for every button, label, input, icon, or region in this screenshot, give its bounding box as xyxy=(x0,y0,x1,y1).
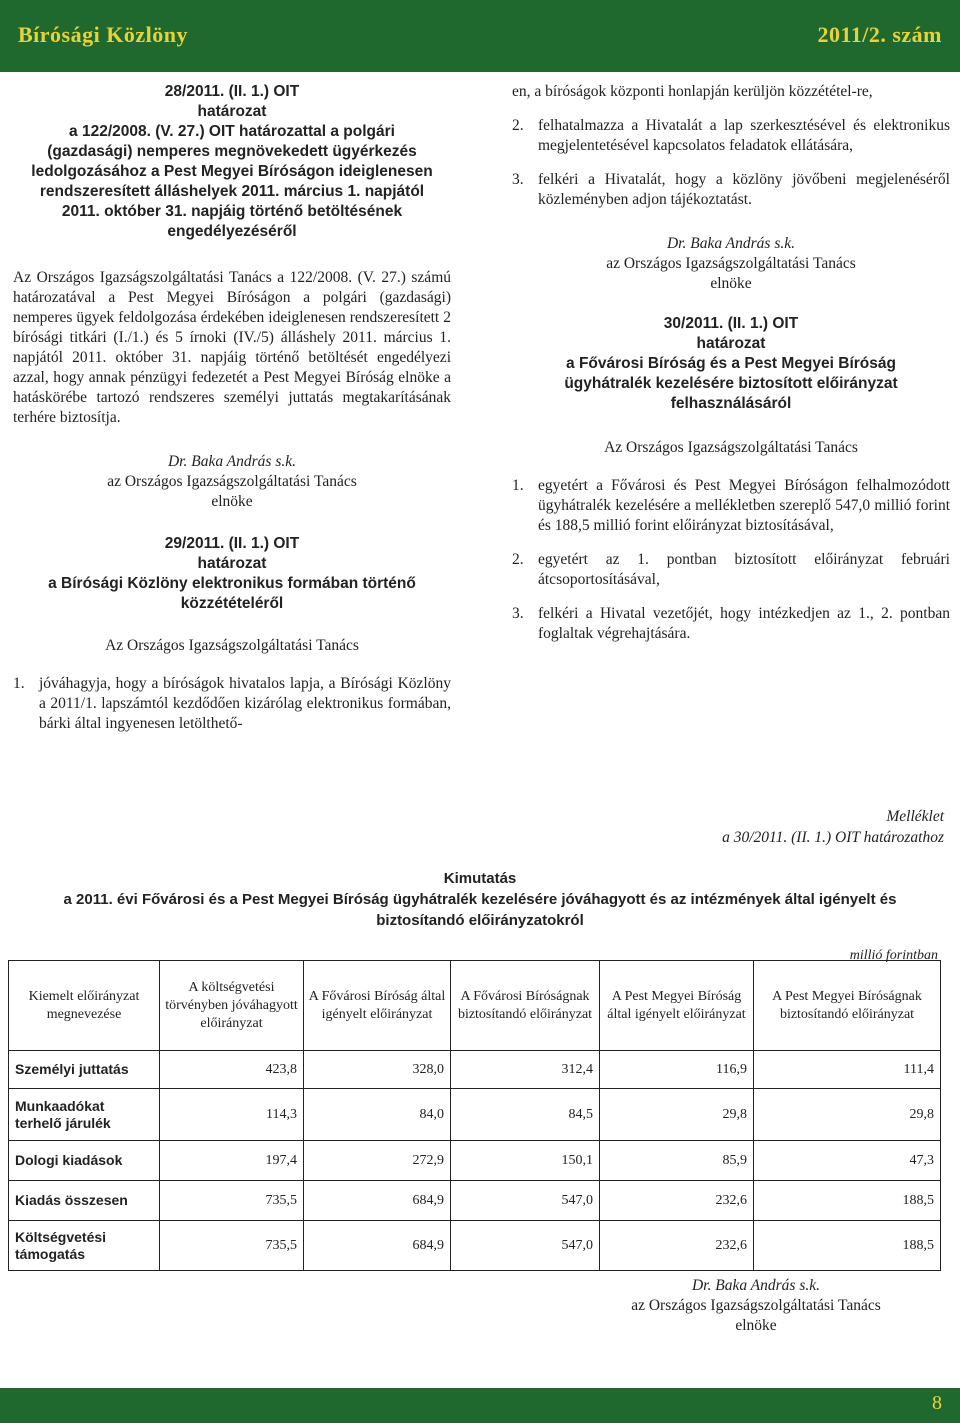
annex-subtitle-1: a 2011. évi Fővárosi és a Pest Megyei Bíróság ügyhátralék kezelésére jóváhagyott és az intézmények által igényelt és xyxy=(63,891,897,908)
resolution-29-title-1: a Bírósági Közlöny elektronikus formában történő xyxy=(48,575,416,592)
table-cell: 232,6 xyxy=(600,1181,754,1221)
table-cell: 150,1 xyxy=(451,1141,600,1181)
signature-role: elnöke xyxy=(735,1317,777,1334)
resolution-30-item-3 xyxy=(512,604,950,644)
item-number: 1. xyxy=(13,675,25,692)
signature-org: az Országos Igazságszolgáltatási Tanács xyxy=(631,1297,881,1314)
resolution-29-org: Az Országos Igazságszolgáltatási Tanács xyxy=(105,637,359,654)
resolution-30-number: 30/2011. (II. 1.) OIT xyxy=(663,315,799,332)
item-number: 3. xyxy=(512,605,524,622)
final-signature xyxy=(586,1276,926,1336)
row-label: Költségvetési támogatás xyxy=(9,1221,160,1271)
signature-role: elnöke xyxy=(710,275,752,292)
table-cell: 684,9 xyxy=(304,1221,451,1271)
signature-name: Dr. Baka András s.k. xyxy=(666,235,796,252)
resolution-28-title-5: 2011. október 31. napjáig történő betöltésének xyxy=(61,203,403,220)
item-text: felhatalmazza a Hivatalát a lap szerkesztésével és elektronikus megjelentetésével kapcsolatos feladatok ellátására, xyxy=(538,117,950,154)
table-cell: 328,0 xyxy=(304,1051,451,1089)
resolution-28-type: határozat xyxy=(197,103,267,120)
row-label: Személyi juttatás xyxy=(9,1051,160,1089)
resolution-30-item-2 xyxy=(512,550,950,590)
resolution-30-org: Az Országos Igazságszolgáltatási Tanács xyxy=(604,439,858,456)
table-cell: 116,9 xyxy=(600,1051,754,1089)
table-row xyxy=(9,1089,941,1141)
annex-title: Kimutatás xyxy=(443,870,517,887)
item-number: 3. xyxy=(512,171,524,188)
resolution-28-title-6: engedélyezéséről xyxy=(167,223,297,240)
signature-org: az Országos Igazságszolgáltatási Tanács xyxy=(606,255,856,272)
header-cell: A költségvetési törvényben jóváhagyott előirányzat xyxy=(160,961,304,1051)
annex-reference xyxy=(722,806,944,848)
item-text: felkéri a Hivatalát, hogy a közlöny jövőbeni megjelenéséről közleményben adjon tájékoztatást. xyxy=(538,171,950,208)
table-cell: 197,4 xyxy=(160,1141,304,1181)
annex-title-block xyxy=(0,868,960,931)
journal-title: Bírósági Közlöny xyxy=(18,22,188,47)
signature-name: Dr. Baka András s.k. xyxy=(691,1277,821,1294)
table-cell: 29,8 xyxy=(754,1089,941,1141)
header-cell: Kiemelt előirányzat megnevezése xyxy=(9,961,160,1051)
annex-subtitle-2: biztosítandó előirányzatokról xyxy=(376,912,584,929)
unit-label: millió forintban xyxy=(849,948,938,963)
table-cell: 735,5 xyxy=(160,1181,304,1221)
table-cell: 111,4 xyxy=(754,1051,941,1089)
table-row xyxy=(9,1051,941,1089)
table-cell: 114,3 xyxy=(160,1089,304,1141)
table-cell: 188,5 xyxy=(754,1181,941,1221)
left-column xyxy=(13,82,451,734)
resolution-28-title-3: ledolgozásához a Pest Megyei Bíróságon ideiglenesen xyxy=(31,163,433,180)
page-footer xyxy=(0,1388,960,1423)
item-text: jóváhagyja, hogy a bíróságok hivatalos lapja, a Bírósági Közlöny a 2011/1. lapszámtól kezdődően kizárólag elektronikus formában, bárki által ingyenesen letölthető- xyxy=(39,675,451,732)
table-cell: 735,5 xyxy=(160,1221,304,1271)
table-cell: 84,0 xyxy=(304,1089,451,1141)
resolution-28-number: 28/2011. (II. 1.) OIT xyxy=(164,83,300,100)
table-cell: 47,3 xyxy=(754,1141,941,1181)
resolution-29-item-1-cont: en, a bíróságok központi honlapján kerüljön közzététel-re, xyxy=(512,83,873,100)
table-cell: 547,0 xyxy=(451,1181,600,1221)
resolution-28-body: Az Országos Igazságszolgáltatási Tanács a 122/2008. (V. 27.) számú határozatával a Pest Megyei Bíróságon a polgári (gazdasági) nemperes ügyek feldolgozása érdekében ideiglenesen rendszeresített 2 bírósági titkári (I./1.) és 5 írnoki (IV./5) álláshely 2011. március 1. napjától 2011. október 31. napjáig történő betöltését engedélyezi azzal, hogy annak pénzügyi fedezetét a Pest Megyei Bíróság elnöke a hatáskörébe tartozó rendszeres személyi juttatás megtakarításának terhére biztosítja. xyxy=(13,269,451,426)
resolution-29-title-2: közzétételéről xyxy=(180,595,284,612)
resolution-30-title-2: ügyhátralék kezelésére biztosított előirányzat xyxy=(564,375,898,392)
row-label: Dologi kiadások xyxy=(9,1141,160,1181)
row-label: Munkaadókat terhelő járulék xyxy=(9,1089,160,1141)
resolution-28-title-1: a 122/2008. (V. 27.) OIT határozattal a polgári xyxy=(69,123,395,140)
resolution-29-number: 29/2011. (II. 1.) OIT xyxy=(164,535,300,552)
item-text: egyetért a Fővárosi és Pest Megyei Bíróságon felhalmozódott ügyhátralék kezelésére a mellékletben szereplő 547,0 millió forint és 188,5 millió forint előirányzat biztosításával, xyxy=(538,477,950,534)
page-header xyxy=(0,0,960,72)
header-cell: A Pest Megyei Bíróság által igényelt előirányzat xyxy=(600,961,754,1051)
item-text: felkéri a Hivatal vezetőjét, hogy intézkedjen az 1., 2. pontban foglaltak végrehajtására. xyxy=(538,605,950,642)
table-cell: 85,9 xyxy=(600,1141,754,1181)
row-label: Kiadás összesen xyxy=(9,1181,160,1221)
annex-label: Melléklet xyxy=(886,808,944,825)
resolution-28-title-2: (gazdasági) nemperes megnövekedett ügyérkezés xyxy=(47,143,417,160)
resolution-30-title-1: a Fővárosi Bíróság és a Pest Megyei Bíróság xyxy=(566,355,896,372)
resolution-29-item-2 xyxy=(512,116,950,156)
resolution-29-type: határozat xyxy=(197,555,267,572)
page-number: 8 xyxy=(932,1392,942,1414)
table-cell: 84,5 xyxy=(451,1089,600,1141)
right-column xyxy=(512,82,950,644)
resolution-29-item-3 xyxy=(512,170,950,210)
table-cell: 29,8 xyxy=(600,1089,754,1141)
table-cell: 272,9 xyxy=(304,1141,451,1181)
table-row xyxy=(9,1141,941,1181)
signature-org: az Országos Igazságszolgáltatási Tanács xyxy=(107,473,357,490)
resolution-30-type: határozat xyxy=(696,335,766,352)
annex-ref: a 30/2011. (II. 1.) OIT határozathoz xyxy=(722,829,944,846)
resolution-30-item-1 xyxy=(512,476,950,536)
table-row xyxy=(9,1181,941,1221)
budget-table xyxy=(8,960,941,1271)
table-cell: 232,6 xyxy=(600,1221,754,1271)
header-cell: A Fővárosi Bíróságnak biztosítandó előirányzat xyxy=(451,961,600,1051)
signature-role: elnöke xyxy=(211,493,253,510)
table-cell: 312,4 xyxy=(451,1051,600,1089)
header-cell: A Pest Megyei Bíróságnak biztosítandó előirányzat xyxy=(754,961,941,1051)
table-cell: 684,9 xyxy=(304,1181,451,1221)
table-cell: 547,0 xyxy=(451,1221,600,1271)
item-text: egyetért az 1. pontban biztosított előirányzat februári átcsoportosításával, xyxy=(538,551,950,588)
item-number: 2. xyxy=(512,551,524,568)
header-cell: A Fővárosi Bíróság által igényelt előirányzat xyxy=(304,961,451,1051)
item-number: 2. xyxy=(512,117,524,134)
issue-number: 2011/2. szám xyxy=(817,22,942,47)
table-row xyxy=(9,1221,941,1271)
resolution-28-title-4: rendszeresített álláshelyek 2011. március 1. napjától xyxy=(39,183,425,200)
signature-name: Dr. Baka András s.k. xyxy=(167,453,297,470)
resolution-30-title-3: felhasználásáról xyxy=(670,395,792,412)
table-cell: 188,5 xyxy=(754,1221,941,1271)
table-cell: 423,8 xyxy=(160,1051,304,1089)
resolution-29-item-1 xyxy=(13,674,451,734)
item-number: 1. xyxy=(512,477,524,494)
table-header-row xyxy=(9,961,941,1051)
